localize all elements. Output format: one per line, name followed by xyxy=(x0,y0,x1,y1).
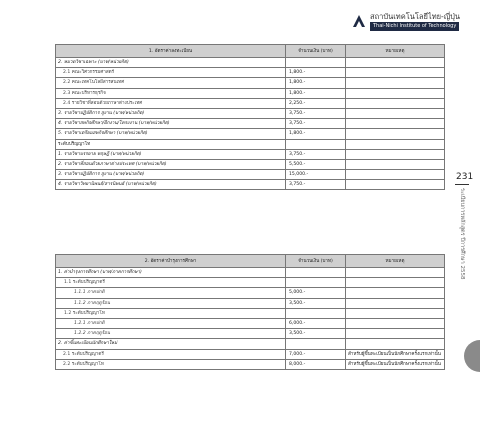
item-cell: 2.3 คณะบริหารธุรกิจ xyxy=(56,88,286,98)
column-header-amount: จำนวนเงิน (บาท) xyxy=(286,255,346,268)
item-cell: 2.1 ระดับปริญญาตรี xyxy=(56,349,286,359)
column-header-item: 1. อัตราค่าลงทะเบียน xyxy=(56,45,286,58)
note-cell xyxy=(346,298,445,308)
tuition-fee-table xyxy=(55,254,445,370)
amount-cell: 5,500.- xyxy=(286,159,346,169)
table-header-row xyxy=(56,45,445,58)
note-cell xyxy=(346,78,445,88)
table-row xyxy=(56,119,445,129)
table-row xyxy=(56,159,445,169)
table-row xyxy=(56,278,445,288)
item-cell: ระดับปริญญาโท xyxy=(56,139,286,149)
item-cell: 1.1 ระดับปริญญาตรี xyxy=(56,278,286,288)
amount-cell: 2,250.- xyxy=(286,98,346,108)
item-cell: 1.1.2 ภาคฤดูร้อน xyxy=(56,298,286,308)
amount-cell: 1,800.- xyxy=(286,78,346,88)
table-row xyxy=(56,149,445,159)
amount-cell: 15,000.- xyxy=(286,170,346,180)
amount-cell: 7,000.- xyxy=(286,349,346,359)
item-cell: 4. รายวิชาวิทยานิพนธ์/สารนิพนธ์ (บาท/หน่วยกิต) xyxy=(56,180,286,190)
item-cell: 1. ค่าบำรุงการศึกษา (บาท/ภาคการศึกษา) xyxy=(56,268,286,278)
table-row xyxy=(56,108,445,118)
column-header-note: หมายเหตุ xyxy=(346,45,445,58)
page-number-divider xyxy=(455,184,469,185)
table-row xyxy=(56,68,445,78)
item-cell: 2. หมวดวิชาเฉพาะ (บาท/หน่วยกิต) xyxy=(56,58,286,68)
table-row xyxy=(56,139,445,149)
institute-name-thai: สถาบันเทคโนโลยีไทย-ญี่ปุ่น xyxy=(370,12,461,21)
item-cell: 1.1.1 ภาคปกติ xyxy=(56,288,286,298)
column-header-note: หมายเหตุ xyxy=(346,255,445,268)
note-cell xyxy=(346,308,445,318)
note-cell xyxy=(346,58,445,68)
institute-name-english: Thai-Nichi Institute of Technology xyxy=(370,22,459,31)
amount-cell: 1,800.- xyxy=(286,129,346,139)
note-cell xyxy=(346,68,445,78)
item-cell: 4. รายวิชาสหกิจศึกษา/ฝึกงาน/โครงงาน (บาท/หน่วยกิต) xyxy=(56,119,286,129)
amount-cell: 6,000.- xyxy=(286,318,346,328)
item-cell: 3. รายวิชาปฏิบัติการ สูงาน (บาท/หน่วยกิต) xyxy=(56,170,286,180)
note-cell: สำหรับผู้ขึ้นทะเบียนเป็นนักศึกษาครั้งแรกเท่านั้น xyxy=(346,349,445,359)
item-cell: 1.2.1 ภาคปกติ xyxy=(56,318,286,328)
amount-cell: 3,750.- xyxy=(286,180,346,190)
table-row xyxy=(56,129,445,139)
amount-cell xyxy=(286,268,346,278)
institute-logo xyxy=(352,12,461,34)
note-cell xyxy=(346,180,445,190)
amount-cell xyxy=(286,278,346,288)
amount-cell: 3,500.- xyxy=(286,298,346,308)
item-cell: 2.1 คณะวิศวกรรมศาสตร์ xyxy=(56,68,286,78)
institute-emblem-icon xyxy=(352,14,366,28)
amount-cell xyxy=(286,308,346,318)
table-row xyxy=(56,349,445,359)
item-cell: 5. รายวิชาเตรียมสหกิจศึกษา (บาท/หน่วยกิต) xyxy=(56,129,286,139)
item-cell: 1. รายวิชาบรรยาย ทฤษฎี (บาท/หน่วยกิต) xyxy=(56,149,286,159)
table-row xyxy=(56,339,445,349)
item-cell: 2. รายวิชาที่สอนด้วยภาษาต่างประเทศ (บาท/หน่วยกิต) xyxy=(56,159,286,169)
table-row xyxy=(56,98,445,108)
note-cell xyxy=(346,268,445,278)
table-header-row xyxy=(56,255,445,268)
amount-cell: 1,800.- xyxy=(286,88,346,98)
registration-fee-table xyxy=(55,44,445,190)
note-cell xyxy=(346,119,445,129)
table-row xyxy=(56,88,445,98)
amount-cell: 1,800.- xyxy=(286,68,346,78)
side-running-title: ระเบียบการหลักสูตร ปีการศึกษา 2558 xyxy=(459,188,465,280)
page-number: 231 xyxy=(456,172,474,182)
amount-cell xyxy=(286,339,346,349)
amount-cell: 3,750.- xyxy=(286,149,346,159)
column-header-item: 2. อัตราค่าบำรุงการศึกษา xyxy=(56,255,286,268)
item-cell: 2.2 คณะเทคโนโลยีสารสนเทศ xyxy=(56,78,286,88)
table-row xyxy=(56,78,445,88)
decorative-circle xyxy=(464,340,480,372)
note-cell xyxy=(346,88,445,98)
table-row xyxy=(56,318,445,328)
note-cell xyxy=(346,278,445,288)
table-row xyxy=(56,308,445,318)
note-cell xyxy=(346,170,445,180)
amount-cell: 3,750.- xyxy=(286,108,346,118)
note-cell xyxy=(346,329,445,339)
item-cell: 2.2 ระดับปริญญาโท xyxy=(56,359,286,369)
note-cell xyxy=(346,98,445,108)
table-row xyxy=(56,170,445,180)
note-cell xyxy=(346,129,445,139)
amount-cell: 3,500.- xyxy=(286,329,346,339)
amount-cell: 8,000.- xyxy=(286,359,346,369)
table-row xyxy=(56,288,445,298)
table-row xyxy=(56,298,445,308)
item-cell: 1.2 ระดับปริญญาโท xyxy=(56,308,286,318)
item-cell: 1.2.2 ภาคฤดูร้อน xyxy=(56,329,286,339)
note-cell xyxy=(346,318,445,328)
note-cell xyxy=(346,339,445,349)
amount-cell xyxy=(286,139,346,149)
note-cell xyxy=(346,139,445,149)
amount-cell: 5,000.- xyxy=(286,288,346,298)
item-cell: 2. ค่าขึ้นทะเบียนนักศึกษาใหม่ xyxy=(56,339,286,349)
column-header-amount: จำนวนเงิน (บาท) xyxy=(286,45,346,58)
note-cell: สำหรับผู้ขึ้นทะเบียนเป็นนักศึกษาครั้งแรกเท่านั้น xyxy=(346,359,445,369)
note-cell xyxy=(346,288,445,298)
item-cell: 3. รายวิชาปฏิบัติการ สูงาน (บาท/หน่วยกิต) xyxy=(56,108,286,118)
amount-cell: 3,750.- xyxy=(286,119,346,129)
item-cell: 2.4 รายวิชาที่สอนด้วยภาษาต่างประเทศ xyxy=(56,98,286,108)
table-row xyxy=(56,268,445,278)
note-cell xyxy=(346,108,445,118)
table-row xyxy=(56,180,445,190)
amount-cell xyxy=(286,58,346,68)
table-row xyxy=(56,359,445,369)
table-row xyxy=(56,329,445,339)
note-cell xyxy=(346,149,445,159)
table-row xyxy=(56,58,445,68)
note-cell xyxy=(346,159,445,169)
